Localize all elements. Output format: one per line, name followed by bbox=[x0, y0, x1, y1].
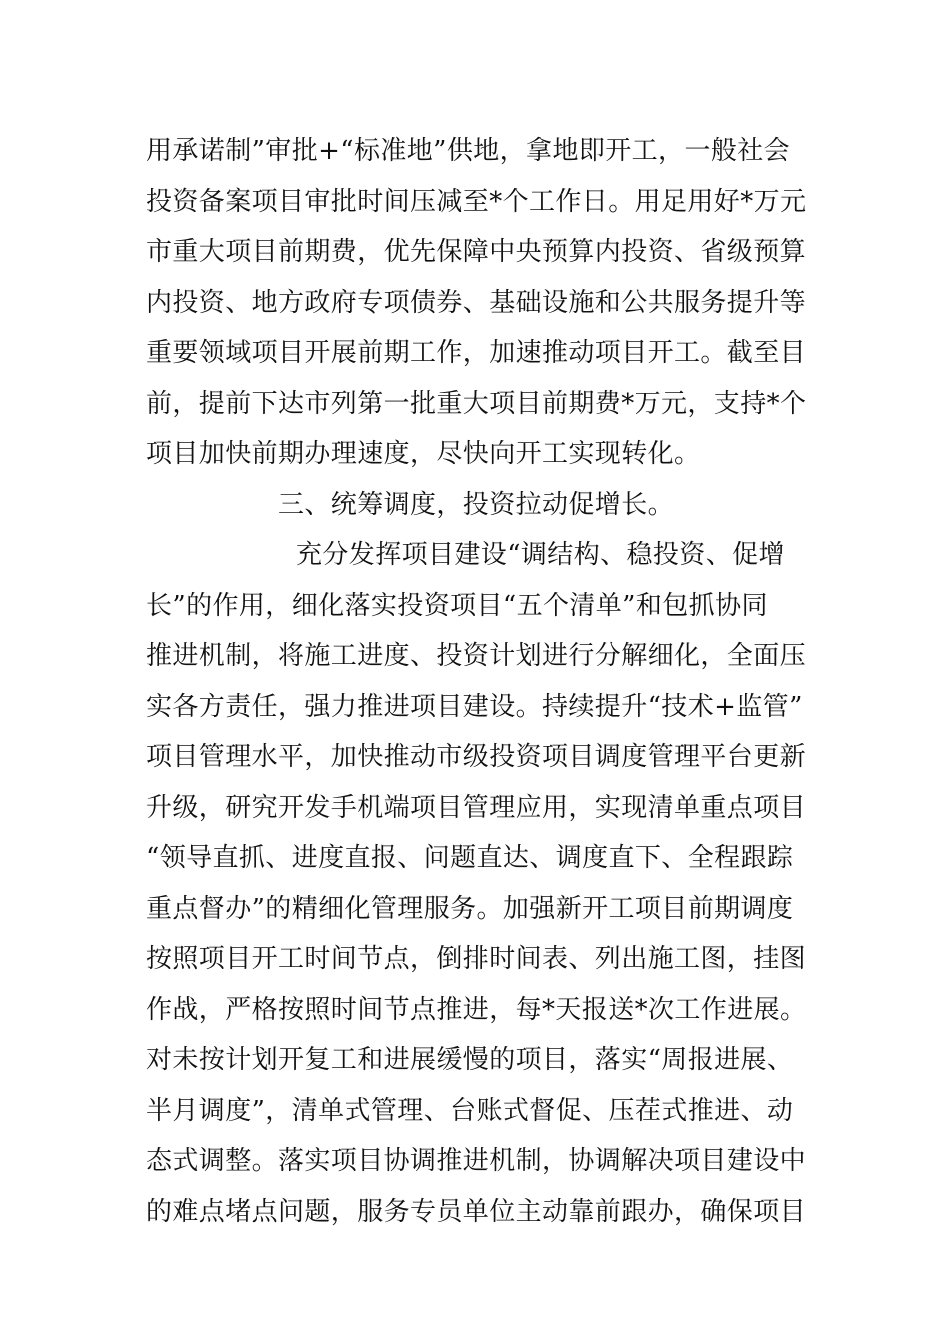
paragraph-first-line: 充分发挥项目建设“调结构、稳投资、促增 bbox=[296, 540, 785, 570]
text-line: 项目管理水平，加快推动市级投资项目调度管理平台更新 bbox=[146, 742, 807, 772]
text-line: 内投资、地方政府专项债券、基础设施和公共服务提升等 bbox=[146, 287, 807, 318]
text-line: 推进机制，将施工进度、投资计划进行分解细化，全面压 bbox=[146, 641, 807, 671]
text-line: 的难点堵点问题，服务专员单位主动靠前跟办，确保项目 bbox=[146, 1196, 807, 1227]
text-line: 前，提前下达市列第一批重大项目前期费*万元，支持*个 bbox=[146, 388, 807, 419]
text-line: 态式调整。落实项目协调推进机制，协调解决项目建设中 bbox=[146, 1146, 807, 1176]
text-line: 作战，严格按照时间节点推进，每*天报送*次工作进展。 bbox=[146, 994, 807, 1025]
text-line: 对未按计划开复工和进展缓慢的项目，落实“周报进展、 bbox=[146, 1045, 794, 1075]
text-line: 实各方责任，强力推进项目建设。持续提升“技术+监管” bbox=[146, 691, 803, 722]
document-body bbox=[146, 126, 826, 1237]
text-line: 投资备案项目审批时间压减至*个工作日。用足用好*万元 bbox=[146, 186, 807, 217]
text-line: 升级，研究开发手机端项目管理应用，实现清单重点项目 bbox=[146, 792, 807, 823]
text-line: 市重大项目前期费，优先保障中央预算内投资、省级预算 bbox=[146, 237, 807, 267]
section-heading: 三、统筹调度，投资拉动促增长。 bbox=[278, 489, 675, 520]
text-line: 用承诺制”审批+“标准地”供地，拿地即开工，一般社会 bbox=[146, 136, 791, 166]
text-line: 长”的作用，细化落实投资项目“五个清单”和包抓协同 bbox=[146, 590, 768, 621]
text-line: 半月调度”，清单式管理、台账式督促、压茬式推进、动 bbox=[146, 1095, 794, 1126]
text-line: “领导直抓、进度直报、问题直达、调度直下、全程跟踪 bbox=[146, 843, 794, 873]
text-line: 按照项目开工时间节点，倒排时间表、列出施工图，挂图 bbox=[146, 944, 807, 974]
text-line: 重要领域项目开展前期工作，加速推动项目开工。截至目 bbox=[146, 338, 807, 368]
text-line: 重点督办”的精细化管理服务。加强新开工项目前期调度 bbox=[146, 893, 794, 924]
text-line: 项目加快前期办理速度，尽快向开工实现转化。 bbox=[146, 439, 701, 469]
